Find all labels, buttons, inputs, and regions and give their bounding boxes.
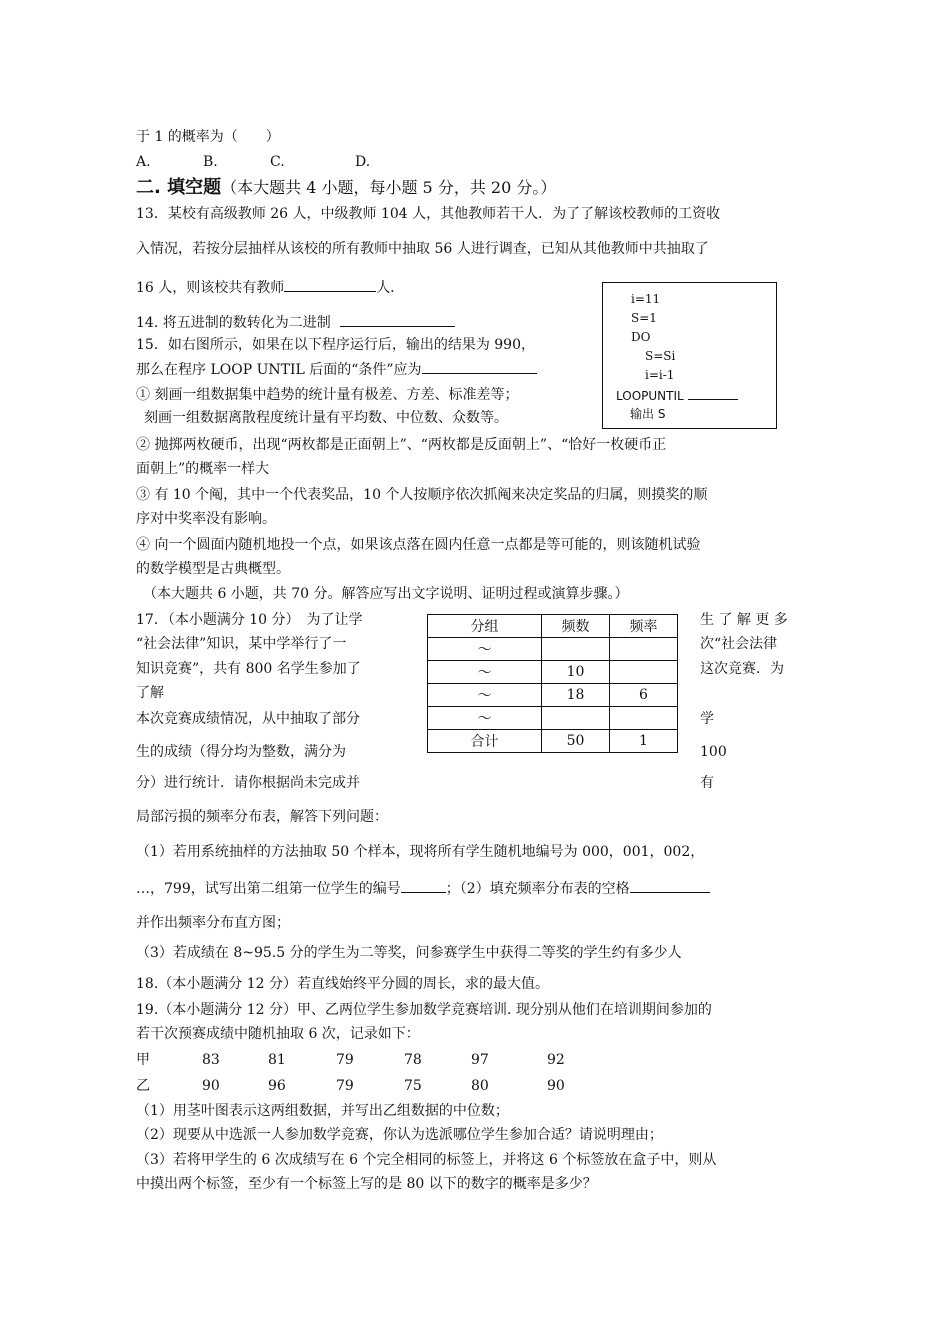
- section2-title: 二. 填空题: [136, 177, 222, 198]
- table-cell: 1: [610, 730, 678, 753]
- q13-line-2: 入情况，若按分层抽样从该校的所有教师中抽取 56 人进行调查，已知从其他教师中共抽取了: [136, 241, 709, 257]
- table-row: [428, 638, 678, 661]
- q18-line: 18.（本小题满分 12 分）若直线始终平分圆的周长，求的最大值。: [136, 976, 549, 992]
- table-cell: ～: [428, 707, 542, 730]
- table-cell[interactable]: [610, 661, 678, 684]
- jia-score: 81: [268, 1052, 286, 1068]
- jia-score: 83: [202, 1052, 220, 1068]
- q17-right-1: 生 了 解 更 多: [700, 612, 788, 628]
- table-cell: ～: [428, 638, 542, 661]
- q17-right-2: 次“社会法律: [700, 636, 778, 652]
- q19-part-1: （1）用茎叶图表示这两组数据，并写出乙组数据的中位数；: [136, 1103, 509, 1119]
- program-line: DO: [631, 330, 651, 344]
- table-cell: 合计: [428, 730, 542, 753]
- q16-statement-2b: 面朝上”的概率一样大: [136, 461, 270, 477]
- jia-score: 97: [471, 1052, 489, 1068]
- q19-part-2: （2）现要从中选派一人参加数学竞赛，你认为选派哪位学生参加合适？请说明理由；: [136, 1127, 663, 1143]
- table-cell: 18: [542, 684, 610, 707]
- q17-part-3: 并作出频率分布直方图；: [136, 915, 290, 931]
- program-line: S=1: [631, 311, 657, 325]
- q17-right-5: 学: [700, 711, 714, 727]
- option-d: D.: [355, 154, 371, 170]
- q16-statement-2a: ② 抛掷两枚硬币，出现“两枚都是正面朝上”、“两枚都是反面朝上”、“恰好一枚硬币正: [136, 437, 667, 453]
- frequency-table: [427, 614, 678, 753]
- section3-note: （本大题共 6 小题，共 70 分。解答应写出文字说明、证明过程或演算步骤。）: [143, 586, 629, 602]
- yi-score: 80: [471, 1078, 489, 1094]
- yi-score: 90: [547, 1078, 565, 1094]
- table-cell[interactable]: [542, 638, 610, 661]
- table-cell: 10: [542, 661, 610, 684]
- yi-label: 乙: [136, 1078, 150, 1094]
- q17-part-1: （1）若用系统抽样的方法抽取 50 个样本，现将所有学生随机地编号为 000，001，002，: [136, 844, 705, 860]
- q17-right-3: 这次竞赛．为: [700, 661, 784, 677]
- loop-condition-blank[interactable]: [688, 387, 738, 400]
- section2-header: [136, 177, 556, 200]
- option-c: C.: [270, 154, 285, 170]
- q13-line-1: 13．某校有高级教师 26 人，中级教师 104 人，其他教师若干人．为了了解该校教师的工资收: [136, 206, 721, 222]
- q19-line-1: 19.（本小题满分 12 分）甲、乙两位学生参加数学竞赛培训. 现分别从他们在培训期间参加的: [136, 1002, 712, 1018]
- table-total-row: [428, 730, 678, 753]
- q13-line-3: 16 人，则该校共有教师 人．: [136, 277, 404, 297]
- jia-score: 79: [336, 1052, 354, 1068]
- q17-line-8: 局部污损的频率分布表，解答下列问题：: [136, 809, 388, 825]
- program-line: i=i-1: [645, 368, 675, 382]
- q17-right-6: 100: [700, 744, 727, 760]
- q17-right-7: 有: [700, 775, 714, 791]
- program-line: S=Si: [645, 349, 676, 363]
- table-header-cell: 频率: [610, 615, 678, 638]
- q17-left-6: 生的成绩（得分均为整数，满分为: [136, 744, 346, 760]
- table-header-row: [428, 615, 678, 638]
- q16-statement-3b: 序对中奖率没有影响。: [136, 511, 276, 527]
- table-cell: ～: [428, 684, 542, 707]
- q17-part-4: （3）若成绩在 8~95.5 分的学生为二等奖，问参赛学生中获得二等奖的学生约有多少人: [136, 945, 682, 961]
- q19-line-2: 若干次预赛成绩中随机抽取 6 次，记录如下：: [136, 1026, 420, 1042]
- q16-statement-4a: ④ 向一个圆面内随机地投一个点，如果该点落在圆内任意一点都是等可能的，则该随机试验: [136, 537, 701, 553]
- q17-left-4: 了解: [136, 685, 164, 701]
- q16-statement-1a: ① 刻画一组数据集中趋势的统计量有极差、方差、标准差等；: [136, 387, 519, 403]
- q14-answer-blank[interactable]: [340, 312, 455, 327]
- yi-score: 90: [202, 1078, 220, 1094]
- q17-left-2: “社会法律”知识，某中学举行了一: [136, 636, 347, 652]
- q12-stem-tail: 于 1 的概率为（ ）: [136, 129, 280, 145]
- q17-left-5: 本次竞赛成绩情况，从中抽取了部分: [136, 711, 360, 727]
- table-row: [428, 684, 678, 707]
- q17-left-3: 知识竞赛”，共有 800 名学生参加了: [136, 661, 361, 677]
- table-row: [428, 661, 678, 684]
- table-header-cell: 分组: [428, 615, 542, 638]
- q17-number-blank[interactable]: [401, 878, 446, 893]
- table-cell[interactable]: [610, 707, 678, 730]
- jia-label: 甲: [136, 1052, 150, 1068]
- program-line: 输出 S: [630, 407, 666, 421]
- program-line: i=11: [631, 292, 661, 306]
- q19-part-3b: 中摸出两个标签，至少有一个标签上写的是 80 以下的数字的概率是多少？: [136, 1176, 597, 1192]
- table-cell: 50: [542, 730, 610, 753]
- table-cell[interactable]: [610, 638, 678, 661]
- program-loop-until: LOOPUNTIL: [616, 387, 738, 404]
- yi-score: 96: [268, 1078, 286, 1094]
- jia-score: 92: [547, 1052, 565, 1068]
- q15-answer-blank[interactable]: [422, 359, 537, 374]
- q16-statement-4b: 的数学模型是古典概型。: [136, 561, 290, 577]
- jia-score: 78: [404, 1052, 422, 1068]
- table-cell: ～: [428, 661, 542, 684]
- yi-score: 75: [404, 1078, 422, 1094]
- option-b: B.: [203, 154, 218, 170]
- q15-line-1: 15．如右图所示，如果在以下程序运行后，输出的结果为 990，: [136, 337, 535, 353]
- q17-part-2: …，799，试写出第二组第一位学生的编号 ；（2）填充频率分布表的空格: [136, 878, 710, 898]
- q16-statement-1b: 刻画一组数据离散程度统计量有平均数、中位数、众数等。: [144, 410, 508, 426]
- q14-line: 14. 将五进制的数转化为二进制: [136, 312, 455, 332]
- q19-part-3a: （3）若将甲学生的 6 次成绩写在 6 个完全相同的标签上，并将这 6 个标签放在盒子中，则从: [136, 1152, 717, 1168]
- q16-statement-3a: ③ 有 10 个阄，其中一个代表奖品，10 个人按顺序依次抓阄来决定奖品的归属，则摸奖的顺: [136, 487, 708, 503]
- table-row: [428, 707, 678, 730]
- option-a: A.: [136, 154, 151, 170]
- table-cell: 6: [610, 684, 678, 707]
- q17-left-7: 分）进行统计．请你根据尚未完成并: [136, 775, 360, 791]
- table-cell[interactable]: [542, 707, 610, 730]
- q17-table-blank[interactable]: [630, 878, 710, 893]
- table-header-cell: 频数: [542, 615, 610, 638]
- q13-answer-blank[interactable]: [284, 277, 376, 292]
- q15-line-2: 那么在程序 LOOP UNTIL 后面的“条件”应为: [136, 359, 537, 379]
- program-box: [602, 282, 777, 429]
- yi-score: 79: [336, 1078, 354, 1094]
- section2-note: （本大题共 4 小题，每小题 5 分，共 20 分。）: [221, 178, 557, 197]
- q17-left-1: 17．（本小题满分 10 分） 为了让学: [136, 612, 363, 628]
